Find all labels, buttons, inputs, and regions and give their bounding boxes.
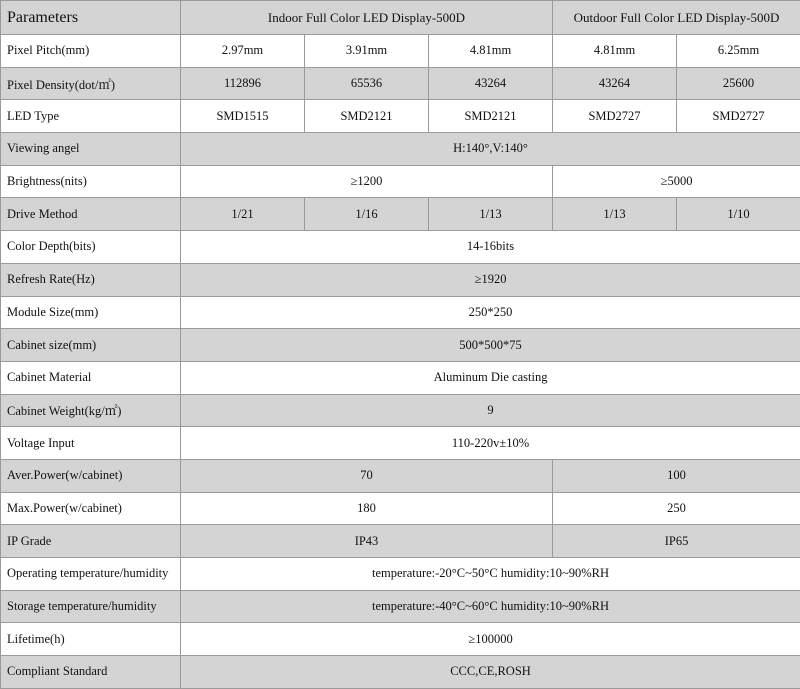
row-label: Lifetime(h)	[1, 623, 181, 656]
row-cabinet-material	[1, 361, 800, 394]
row-label: Storage temperature/humidity	[1, 590, 181, 623]
row-brightness	[1, 165, 800, 198]
cell-value: 3.91mm	[305, 35, 429, 68]
cell-value-indoor: 180	[181, 492, 553, 525]
parameters-header: Parameters	[1, 1, 181, 35]
cell-value: ≥1920	[181, 263, 800, 296]
cell-value: 110-220v±10%	[181, 427, 800, 460]
cell-value-indoor: 70	[181, 459, 553, 492]
cell-value: 9	[181, 394, 800, 427]
cell-value: SMD2121	[305, 100, 429, 133]
row-label: Pixel Pitch(mm)	[1, 35, 181, 68]
row-label: Pixel Density(dot/㎡)	[1, 67, 181, 100]
cell-value: 1/10	[677, 198, 800, 231]
cell-value-outdoor: IP65	[553, 525, 800, 558]
row-label: IP Grade	[1, 525, 181, 558]
cell-value: SMD2121	[429, 100, 553, 133]
cell-value: SMD1515	[181, 100, 305, 133]
row-label: Cabinet size(mm)	[1, 329, 181, 362]
cell-value: H:140°,V:140°	[181, 133, 800, 166]
row-label: Viewing angel	[1, 133, 181, 166]
row-ip-grade	[1, 525, 800, 558]
cell-value: Aluminum Die casting	[181, 361, 800, 394]
indoor-header: Indoor Full Color LED Display-500D	[181, 1, 553, 35]
cell-value: SMD2727	[553, 100, 677, 133]
row-module-size	[1, 296, 800, 329]
row-viewing-angle	[1, 133, 800, 166]
cell-value: CCC,CE,ROSH	[181, 656, 800, 689]
cell-value-indoor: ≥1200	[181, 165, 553, 198]
row-compliant-standard	[1, 656, 800, 689]
cell-value: SMD2727	[677, 100, 800, 133]
row-label: Cabinet Weight(kg/㎡)	[1, 394, 181, 427]
row-label: Max.Power(w/cabinet)	[1, 492, 181, 525]
row-refresh-rate	[1, 263, 800, 296]
row-label: Refresh Rate(Hz)	[1, 263, 181, 296]
cell-value: 112896	[181, 67, 305, 100]
cell-value-indoor: IP43	[181, 525, 553, 558]
cell-value: 250*250	[181, 296, 800, 329]
cell-value: 6.25mm	[677, 35, 800, 68]
row-label: LED Type	[1, 100, 181, 133]
row-storage-temperature	[1, 590, 800, 623]
cell-value: 14-16bits	[181, 231, 800, 264]
row-label: Cabinet Material	[1, 361, 181, 394]
row-cabinet-size	[1, 329, 800, 362]
cell-value: 65536	[305, 67, 429, 100]
cell-value: 25600	[677, 67, 800, 100]
cell-value-outdoor: ≥5000	[553, 165, 800, 198]
cell-value: 500*500*75	[181, 329, 800, 362]
cell-value: temperature:-20°C~50°C humidity:10~90%RH	[181, 558, 800, 591]
cell-value: 4.81mm	[553, 35, 677, 68]
row-led-type	[1, 100, 800, 133]
header-row	[1, 1, 800, 35]
row-label: Module Size(mm)	[1, 296, 181, 329]
cell-value: 4.81mm	[429, 35, 553, 68]
cell-value: 43264	[553, 67, 677, 100]
row-lifetime	[1, 623, 800, 656]
row-label: Aver.Power(w/cabinet)	[1, 459, 181, 492]
row-aver-power	[1, 459, 800, 492]
cell-value: 1/13	[553, 198, 677, 231]
row-operating-temperature	[1, 558, 800, 591]
row-label: Voltage Input	[1, 427, 181, 460]
cell-value: 1/16	[305, 198, 429, 231]
cell-value: 43264	[429, 67, 553, 100]
cell-value-outdoor: 100	[553, 459, 800, 492]
row-label: Compliant Standard	[1, 656, 181, 689]
cell-value-outdoor: 250	[553, 492, 800, 525]
cell-value: 1/21	[181, 198, 305, 231]
outdoor-header: Outdoor Full Color LED Display-500D	[553, 1, 800, 35]
row-label: Brightness(nits)	[1, 165, 181, 198]
row-pixel-density	[1, 67, 800, 100]
row-voltage-input	[1, 427, 800, 460]
row-cabinet-weight	[1, 394, 800, 427]
cell-value: temperature:-40°C~60°C humidity:10~90%RH	[181, 590, 800, 623]
cell-value: 1/13	[429, 198, 553, 231]
row-color-depth	[1, 231, 800, 264]
row-label: Color Depth(bits)	[1, 231, 181, 264]
row-max-power	[1, 492, 800, 525]
cell-value: ≥100000	[181, 623, 800, 656]
row-pixel-pitch	[1, 35, 800, 68]
cell-value: 2.97mm	[181, 35, 305, 68]
row-drive-method	[1, 198, 800, 231]
row-label: Drive Method	[1, 198, 181, 231]
row-label: Operating temperature/humidity	[1, 558, 181, 591]
